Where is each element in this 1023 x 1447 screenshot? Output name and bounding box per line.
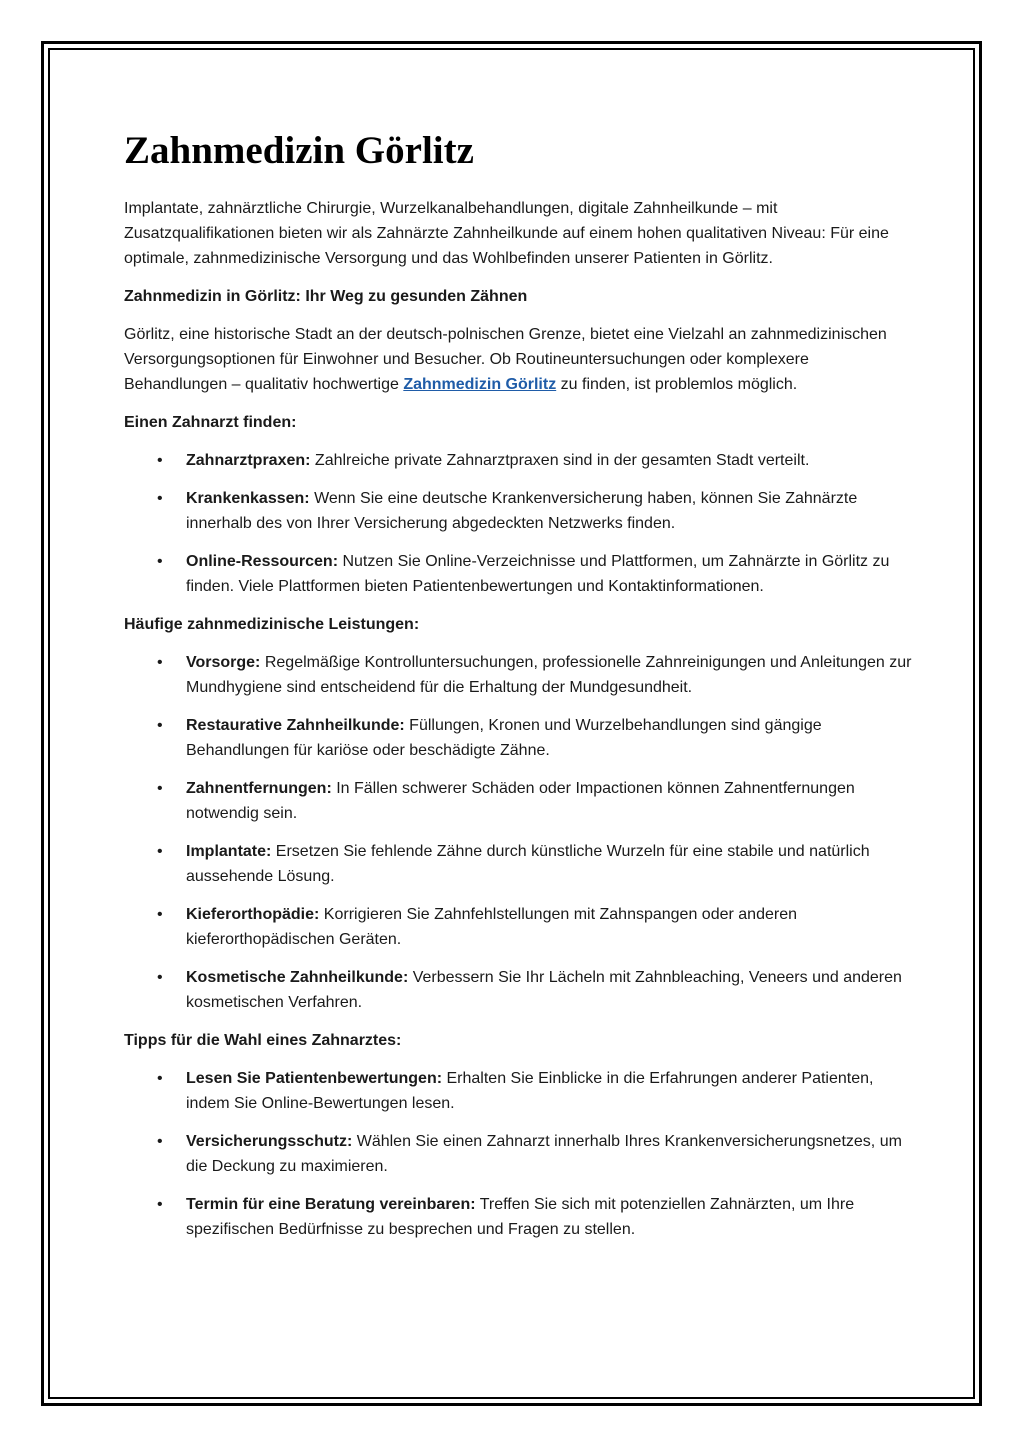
list-item bbox=[124, 902, 914, 952]
bullet-icon: • bbox=[157, 1133, 163, 1150]
list-item bbox=[124, 486, 914, 536]
section-heading-zahnmedizin-goerlitz: Zahnmedizin in Görlitz: Ihr Weg zu gesunden Zähnen bbox=[124, 288, 528, 305]
list-item-term: Versicherungsschutz: bbox=[186, 1133, 353, 1150]
list-item-text: Ersetzen Sie fehlende Zähne durch künstliche Wurzeln für eine stabile und natürlich aussehende Lösung. bbox=[186, 843, 870, 885]
list-item bbox=[124, 713, 914, 763]
list-item-term: Termin für eine Beratung vereinbaren: bbox=[186, 1196, 476, 1213]
list-leistungen bbox=[124, 650, 914, 1015]
list-item bbox=[124, 776, 914, 826]
list-item-text: Wenn Sie eine deutsche Krankenversicherung haben, können Sie Zahnärzte innerhalb des von Ihrer Versicherung abgedeckten Netzwerks finden. bbox=[186, 490, 858, 532]
list-item-text: Korrigieren Sie Zahnfehlstellungen mit Zahnspangen oder anderen kieferorthopädischen Geräten. bbox=[186, 906, 797, 948]
list-item-term: Online-Ressourcen: bbox=[186, 553, 339, 570]
list-item-term: Implantate: bbox=[186, 843, 272, 860]
bullet-icon: • bbox=[157, 1070, 163, 1087]
list-item-term: Lesen Sie Patientenbewertungen: bbox=[186, 1070, 443, 1087]
list-tipps bbox=[124, 1066, 914, 1242]
list-item-text: Treffen Sie sich mit potenziellen Zahnärzten, um Ihre spezifischen Bedürfnisse zu besprechen und Fragen zu stellen. bbox=[186, 1196, 855, 1238]
bullet-icon: • bbox=[157, 1196, 163, 1213]
section-heading-tipps: Tipps für die Wahl eines Zahnarztes: bbox=[124, 1032, 402, 1049]
section1-text-after: zu finden, ist problemlos möglich. bbox=[556, 376, 798, 393]
section1-text-before: Görlitz, eine historische Stadt an der deutsch-polnischen Grenze, bietet eine Vielzahl an zahnmedizinischen Versorgungsoptionen für Einwohner und Besucher. Ob Routineuntersuchungen oder komplexere Behandlungen – qualitativ hochwertige bbox=[124, 326, 887, 393]
list-item-text: Wählen Sie einen Zahnarzt innerhalb Ihres Krankenversicherungsnetzes, um die Deckung zu maximieren. bbox=[186, 1133, 902, 1175]
list-item-term: Krankenkassen: bbox=[186, 490, 310, 507]
bullet-icon: • bbox=[157, 969, 163, 986]
intro-paragraph: Implantate, zahnärztliche Chirurgie, Wurzelkanalbehandlungen, digitale Zahnheilkunde – mit Zusatzqualifikationen bieten wir als Zahnärzte Zahnheilkunde auf einem hohen qualitativen Niveau: Für eine optimale, zahnmedizinische Versorgung und das Wohlbefinden unserer Patienten in Görlitz. bbox=[124, 200, 889, 267]
bullet-icon: • bbox=[157, 490, 163, 507]
bullet-icon: • bbox=[157, 843, 163, 860]
bullet-icon: • bbox=[157, 906, 163, 923]
zahnmedizin-goerlitz-link[interactable]: Zahnmedizin Görlitz bbox=[403, 376, 557, 393]
list-item-term: Restaurative Zahnheilkunde: bbox=[186, 717, 405, 734]
list-item-term: Kosmetische Zahnheilkunde: bbox=[186, 969, 409, 986]
list-item-term: Kieferorthopädie: bbox=[186, 906, 320, 923]
bullet-icon: • bbox=[157, 553, 163, 570]
document-body bbox=[124, 124, 914, 1255]
list-item bbox=[124, 839, 914, 889]
list-item-text: Zahlreiche private Zahnarztpraxen sind in der gesamten Stadt verteilt. bbox=[310, 452, 810, 469]
list-item bbox=[124, 448, 914, 473]
list-item-term: Zahnentfernungen: bbox=[186, 780, 332, 797]
bullet-icon: • bbox=[157, 780, 163, 797]
section-heading-zahnarzt-finden: Einen Zahnarzt finden: bbox=[124, 414, 297, 431]
list-item-text: In Fällen schwerer Schäden oder Impactionen können Zahnentfernungen notwendig sein. bbox=[186, 780, 855, 822]
list-item-text: Erhalten Sie Einblicke in die Erfahrungen anderer Patienten, indem Sie Online-Bewertungen lesen. bbox=[186, 1070, 874, 1112]
list-item bbox=[124, 1192, 914, 1242]
list-zahnarzt-finden bbox=[124, 448, 914, 599]
section-heading-leistungen: Häufige zahnmedizinische Leistungen: bbox=[124, 616, 420, 633]
list-item bbox=[124, 549, 914, 599]
list-item bbox=[124, 1129, 914, 1179]
page-title: Zahnmedizin Görlitz bbox=[124, 129, 474, 172]
list-item bbox=[124, 965, 914, 1015]
list-item bbox=[124, 650, 914, 700]
list-item-text: Verbessern Sie Ihr Lächeln mit Zahnbleaching, Veneers und anderen kosmetischen Verfahren. bbox=[186, 969, 902, 1011]
section1-paragraph bbox=[124, 322, 914, 397]
bullet-icon: • bbox=[157, 717, 163, 734]
bullet-icon: • bbox=[157, 654, 163, 671]
bullet-icon: • bbox=[157, 452, 163, 469]
list-item-term: Vorsorge: bbox=[186, 654, 261, 671]
list-item-text: Regelmäßige Kontrolluntersuchungen, professionelle Zahnreinigungen und Anleitungen zur Mundhygiene sind entscheidend für die Erhaltung der Mundgesundheit. bbox=[186, 654, 912, 696]
list-item-text: Füllungen, Kronen und Wurzelbehandlungen sind gängige Behandlungen für kariöse oder beschädigte Zähne. bbox=[186, 717, 822, 759]
list-item-text: Nutzen Sie Online-Verzeichnisse und Plattformen, um Zahnärzte in Görlitz zu finden. Viele Plattformen bieten Patientenbewertungen und Kontaktinformationen. bbox=[186, 553, 890, 595]
list-item-term: Zahnarztpraxen: bbox=[186, 452, 311, 469]
list-item bbox=[124, 1066, 914, 1116]
